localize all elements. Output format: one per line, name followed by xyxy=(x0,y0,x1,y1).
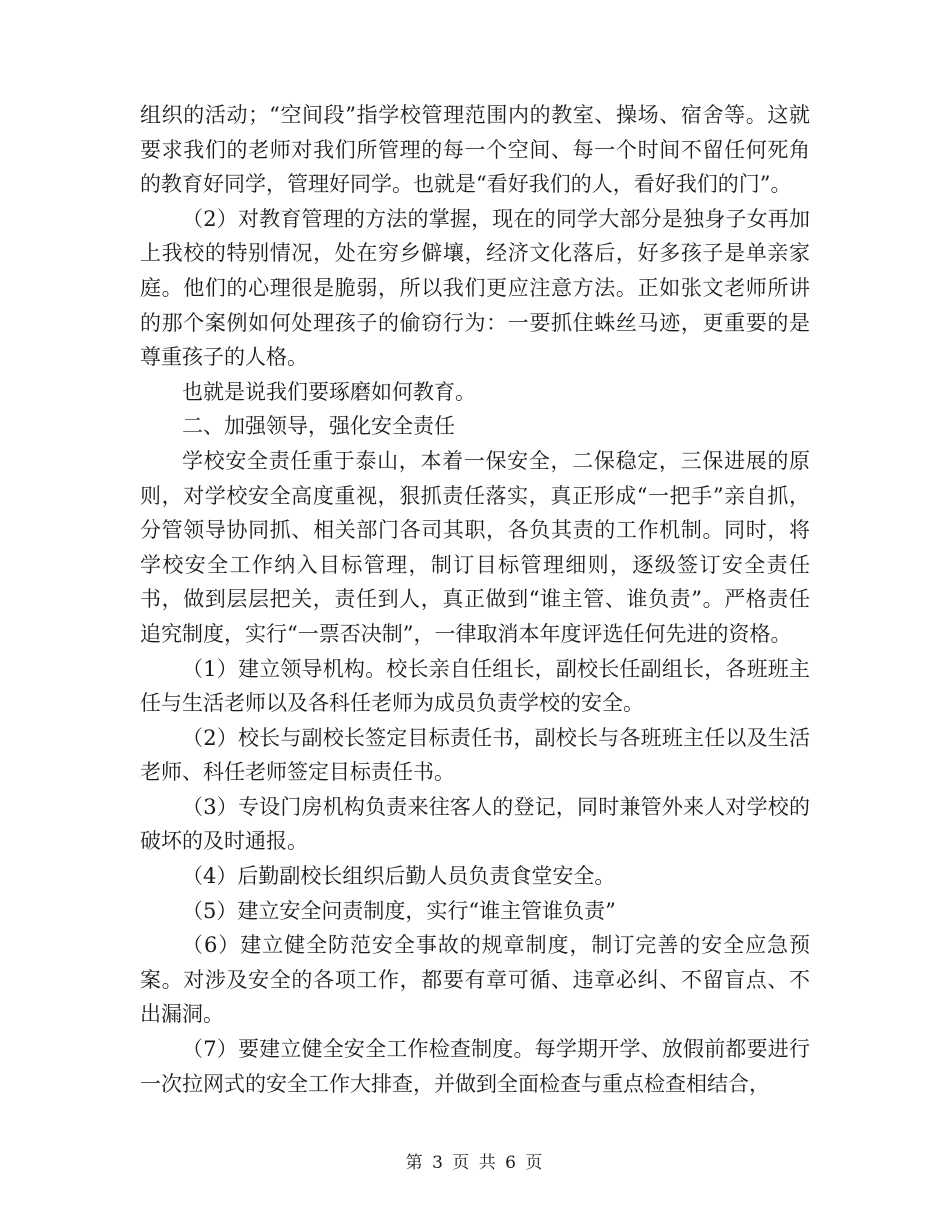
paragraph-2: （2）对教育管理的方法的掌握，现在的同学大部分是独身子女再加上我校的特别情况，处在穷乡僻壤，经济文化落后，好多孩子是单亲家庭。他们的心理很是脆弱，所以我们更应注意方法。正如张文老师所讲的那个案例如何处理孩子的偷窃行为：一要抓住蛛丝马迹，更重要的是尊重孩子的人格。 xyxy=(140,206,810,370)
paragraph-1: 组织的活动；“空间段”指学校管理范围内的教室、操场、宿舍等。这就要求我们的老师对我们所管理的每一个空间、每一个时间不留任何死角的教育好同学，管理好同学。也就是“看好我们的人，看好我们的门”。 xyxy=(140,103,810,197)
list-item-2: （2）校长与副校长签定目标责任书，副校长与各班班主任以及生活老师、科任老师签定目标责任书。 xyxy=(140,725,810,785)
list-item-1: （1）建立领导机构。校长亲自任组长，副校长任副组长，各班班主任与生活老师以及各科任老师为成员负责学校的安全。 xyxy=(140,656,810,716)
section-heading: 二、加强领导，强化安全责任 xyxy=(182,414,455,439)
page-body xyxy=(140,98,810,1101)
list-item-3: （3）专设门房机构负责来往客人的登记，同时兼管外来人对学校的破坏的及时通报。 xyxy=(140,794,810,854)
list-item-5: （5）建立安全问责制度，实行“谁主管谁负责” xyxy=(182,898,616,923)
list-item-6: （6）建立健全防范安全事故的规章制度，制订完善的安全应急预案。对涉及安全的各项工作，都要有章可循、违章必纠、不留盲点、不出漏洞。 xyxy=(140,933,810,1027)
list-item-7: （7）要建立健全安全工作检查制度。每学期开学、放假前都要进行一次拉网式的安全工作大排查，并做到全面检查与重点检查相结合， xyxy=(140,1037,810,1096)
list-item-4: （4）后勤副校长组织后勤人员负责食堂安全。 xyxy=(182,864,616,889)
paragraph-5: 学校安全责任重于泰山，本着一保安全，二保稳定，三保进展的原则，对学校安全高度重视，狠抓责任落实，真正形成“一把手”亲自抓，分管领导协同抓、相关部门各司其职，各负其责的工作机制。同时，将学校安全工作纳入目标管理，制订目标管理细则，逐级签订安全责任书，做到层层把关，责任到人，真正做到“谁主管、谁负责”。严格责任追究制度，实行“一票否决制”，一律取消本年度评选任何先进的资格。 xyxy=(140,448,810,646)
paragraph-3: 也就是说我们要琢磨如何教育。 xyxy=(182,379,476,404)
page-number-footer: 第 3 页 共 6 页 xyxy=(405,1153,545,1173)
